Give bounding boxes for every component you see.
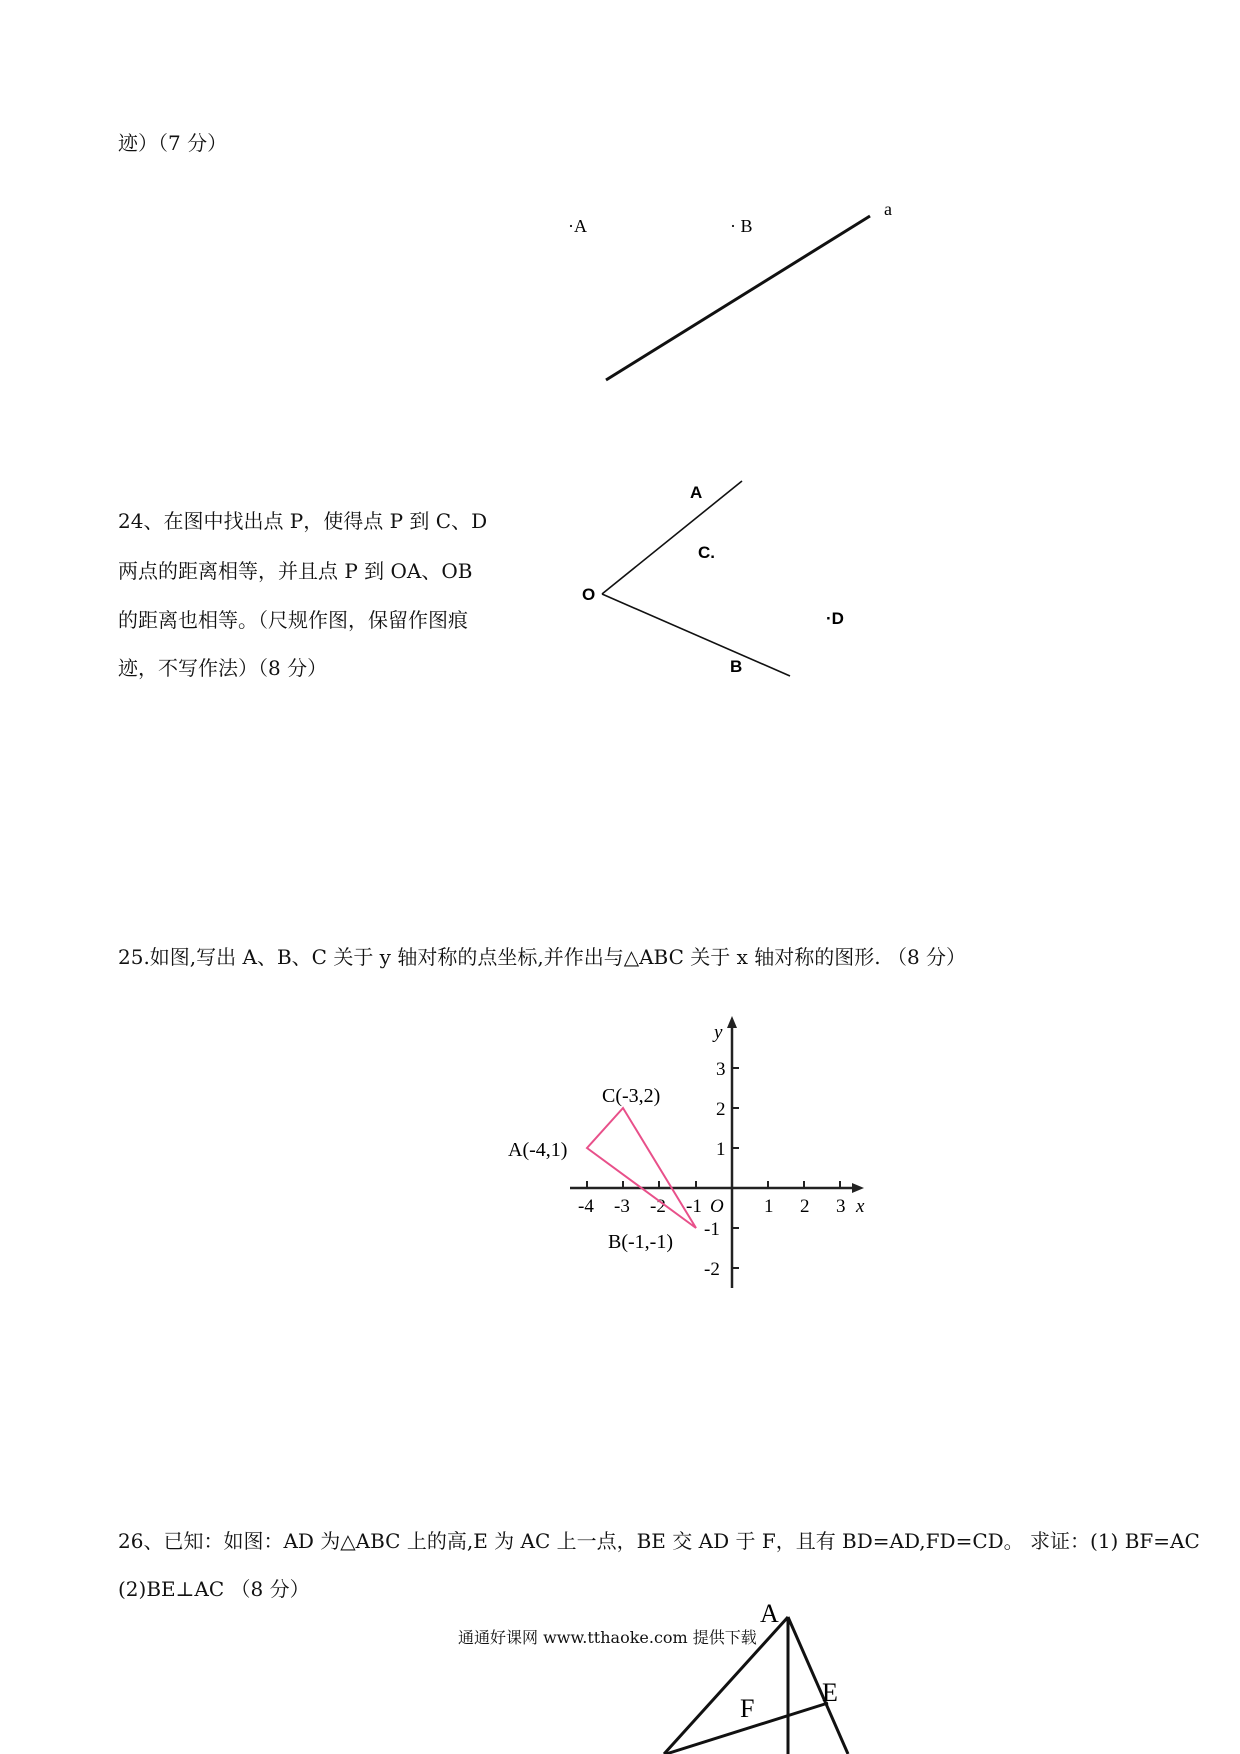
q23-tail-text: 迹）（7 分）: [118, 131, 228, 155]
q24-label-o: O: [582, 585, 596, 604]
q25-x-tick-label: -4: [578, 1196, 594, 1217]
q26-line-1: 26、已知：如图：AD 为△ABC 上的高,E 为 AC 上一点，BE 交 AD 于 F，且有 BD=AD,FD=CD。 求证：(1) BF=AC: [118, 1529, 1200, 1553]
q25-x-tick-label: -3: [614, 1196, 630, 1217]
q24-line-2: 两点的距离相等，并且点 P 到 OA、OB: [118, 559, 473, 583]
q26-line-2: (2)BE⊥AC （8 分）: [118, 1577, 310, 1601]
q25-y-axis-label: y: [714, 1022, 723, 1043]
q24-line-4: 迹，不写作法）（8 分）: [118, 656, 328, 680]
q24-label-d: ·D: [826, 609, 844, 628]
q26-label-f: F: [740, 1694, 755, 1723]
q25-x-tick-label: -2: [650, 1196, 666, 1217]
q25-x-tick-label: -1: [686, 1196, 702, 1217]
q25-y-tick-label: 2: [716, 1099, 726, 1120]
q25-x-tick-label: 3: [836, 1196, 846, 1217]
q24-label-c: C.: [698, 543, 715, 562]
q25-origin-label: O: [710, 1196, 724, 1217]
q23-point-b-label: · B: [730, 216, 753, 236]
q25-y-tick-label: 1: [716, 1139, 726, 1160]
q23-point-a-label: ·A: [568, 216, 587, 236]
q25-x-axis-label: x: [856, 1196, 865, 1217]
q25-y-tick-label: -2: [704, 1259, 720, 1280]
q26-side-ac: [788, 1617, 848, 1754]
q25-point-a-label: A(-4,1): [508, 1139, 568, 1161]
q25-y-tick-label: 3: [716, 1059, 726, 1080]
q26-label-a: A: [760, 1599, 779, 1628]
q23-line-label: a: [884, 199, 892, 219]
q24-label-b: B: [730, 657, 743, 676]
q25-y-tick-label: -1: [704, 1219, 720, 1240]
footer-source-text: 通通好课网 www.tthaoke.com 提供下载: [458, 1628, 757, 1647]
q24-line-1: 24、在图中找出点 P，使得点 P 到 C、D: [118, 509, 488, 533]
q25-point-b-label: B(-1,-1): [608, 1231, 673, 1253]
q24-label-a: A: [690, 483, 703, 502]
q25-x-tick-label: 1: [764, 1196, 774, 1217]
q26-label-e: E: [822, 1678, 838, 1707]
q25-x-tick-label: 2: [800, 1196, 810, 1217]
q25-text: 25.如图,写出 A、B、C 关于 y 轴对称的点坐标,并作出与△ABC 关于 x 轴对称的图形. （8 分）: [118, 945, 967, 969]
q25-point-c-label: C(-3,2): [602, 1085, 661, 1107]
q24-line-3: 的距离也相等。（尺规作图，保留作图痕: [118, 608, 468, 632]
